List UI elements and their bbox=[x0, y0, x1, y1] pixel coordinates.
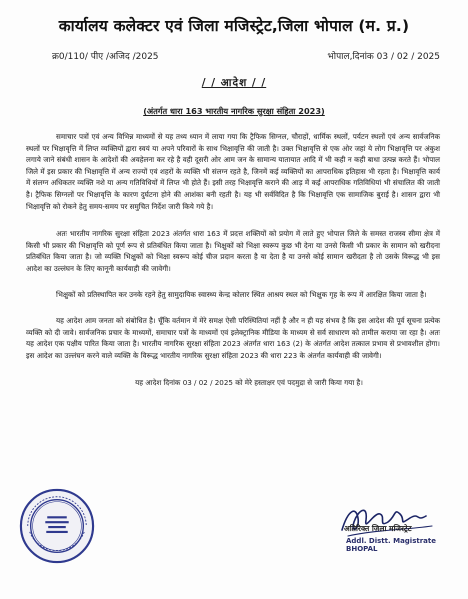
paragraph-prohibition: अतः भारतीय नागरिक सुरक्षा संहिता 2023 अंतर्गत धारा 163 में प्रदत्त शक्तियों को प्रयोग में लाते हुए भोपाल जिले के समस्त राजस्व सीमा क्षेत्र में किसी भी प्रकार की भिक्षावृत्ति को पूर्ण रूप से प्रतिबंधित किया जाता है। भिक्षुकों को भिक्षा स्वरूप कुछ भी देना या उनसे किसी भी प्रकार के सामान को खरीदना प्रतिबंधित किया जाता है। जो व्यक्ति भिक्षुकों को भिक्षा स्वरूप कोई चीज प्रदान करता है या देता है या उनसे कोई सामान खरीदता है तो उसके विरूद्ध भी इस आदेश का उल्लंघन के लिए कानूनी कार्यवाही की जावेगी। bbox=[26, 229, 440, 273]
closing-statement: यह आदेश दिनांक 03 / 02 / 2025 को मेरे हस्ताक्षर एवं पदमुद्रा से जारी किया गया है। bbox=[135, 377, 363, 387]
reference-row bbox=[22, 49, 446, 62]
paragraph-shelter: भिक्षुकों को प्रतिस्थापित कर उनके रहने हेतु सामुदायिक स्वास्थ्य केन्द्र कोलार स्थित आश्रय स्थल को भिक्षुक गृह के रूप में आरक्षित किया जाता है। bbox=[56, 289, 427, 299]
official-seal-icon bbox=[18, 487, 96, 565]
signatory-designation: अतिरिक्त जिला मजिस्ट्रेट bbox=[344, 524, 412, 533]
reference-number: क्र0/110/ पीए /अजिद /2025 bbox=[52, 52, 159, 62]
signatory-stamp: Addl. Distt. Magistrate BHOPAL bbox=[346, 537, 436, 553]
paragraph-background: समाचार पत्रों एवं अन्य विभिन्न माध्यमों से यह तथ्य ध्यान में लाया गया कि ट्रैफिक सिग्नल, चौराहों, धार्मिक स्थलों, पर्यटन स्थलों एवं अन्य सार्वजनिक स्थलों पर भिक्षावृत्ति में लिप्त व्यक्तियों द्वारा स्वयं या अपने परिवारों के साथ भिक्षावृत्ति की जाती है। उक्त भिक्षावृत्ति से एक ओर जहां ये लोग भिक्षावृत्ति पर अंकुश लगाये जाने संबंधी शासन के आदेशों की अवहेलना कर रहे है वही दूसरी ओर आम जन के सामान्य यातायात आदि में भी कही न कही बाधा उत्पन्न करते हैं। भोपाल जिले में इस प्रकार की भिक्षावृत्ति में अन्य राज्यों एवं शहरों के व्यक्ति भी संलग्न रहते है, जिनमें कई व्यक्तियों का आपराधिक इतिहास भी रहता है। भिक्षावृत्ति कार्य में संलग्न अधिकतर व्यक्ति नशे या अन्य गतिविधियों में लिप्त भी होते हैं। इसी तरह भिक्षावृत्ति कराने की आड़ में कई आपराधिक गतिविधियां भी संचालित की जाती है। ट्रैफिक सिग्नलों पर भिक्षावृत्ति के कारण दुर्घटना होने की आशंका बनी रहती है। यह भी सर्वविदित है कि भिक्षावृत्ति एक सामाजिक बुराई है। शासन द्वारा भी भिक्षावृत्ति को रोकने हेतु समय-समय पर समुचित निर्देश जारी किये गये है। bbox=[26, 132, 440, 211]
order-title: / / आदेश / / bbox=[201, 77, 267, 89]
paragraph-public-notice: यह आदेश आम जनता को संबोधित है। चूँकि वर्तमान में मेरे समक्ष ऐसी परिस्थितियां नहीं है और न ही यह संभव है कि इस आदेश की पूर्व सूचना प्रत्येक व्यक्ति को दी जावे। सार्वजनिक प्रचार के माध्यमों, समाचार पत्रों के माध्यमों एवं इलेक्ट्रानिक मीडिया के माध्यम से सर्व साधारण को तामील कराया जा रहा है। अतः यह आदेश एक पक्षीय पारित किया जाता है। भारतीय नागरिक सुरक्षा संहिता 2023 अंतर्गत धारा 163 (2) के अंतर्गत आदेश तत्काल प्रभाव से प्रभावशील होगा। इस आदेश का उल्लंघन करने वाले व्यक्ति के विरूद्ध भारतीय नागरिक सुरक्षा संहिता 2023 की धारा 223 के अंतर्गत कार्यवाही की जावेगी। bbox=[26, 316, 440, 360]
office-header: कार्यालय कलेक्टर एवं जिला मजिस्ट्रेट,जिला भोपाल (म. प्र.) bbox=[58, 17, 410, 35]
place-date: भोपाल,दिनांक 03 / 02 / 2025 bbox=[327, 52, 440, 62]
section-reference: (अंतर्गत धारा 163 भारतीय नागरिक सुरक्षा संहिता 2023) bbox=[143, 106, 325, 116]
